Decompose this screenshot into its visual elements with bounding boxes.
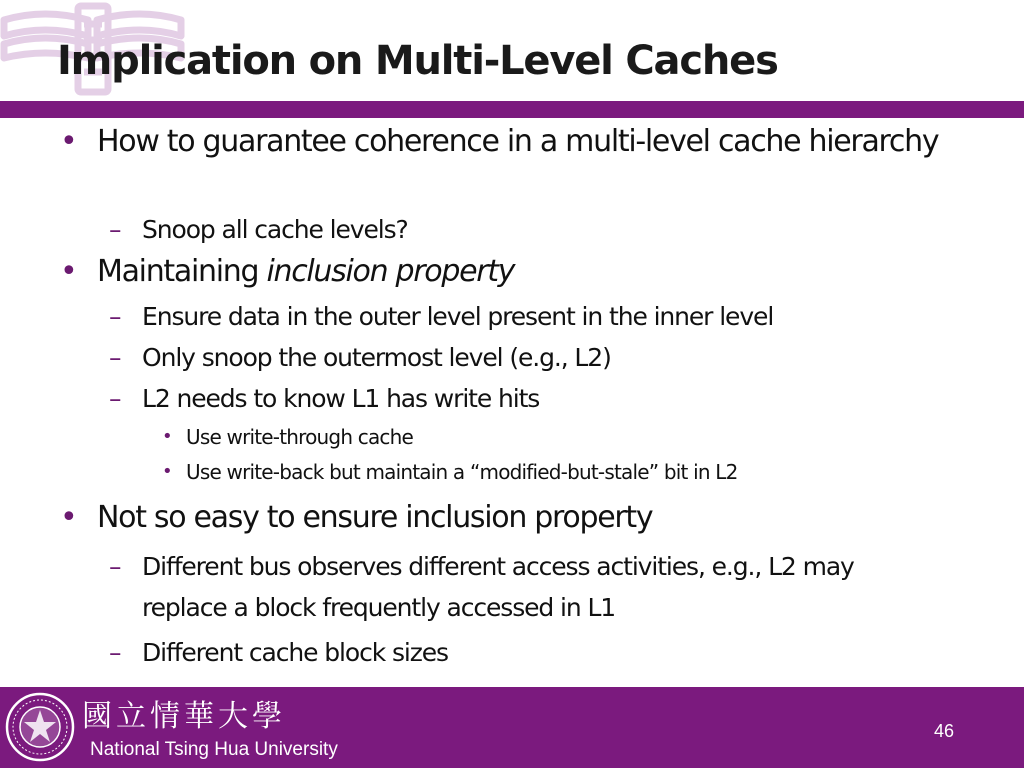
university-name-chinese: 國立情華大學: [82, 699, 286, 734]
bullet-text: How to guarantee coherence in a multi-level cache hierarchy: [97, 124, 939, 159]
sub-sub-bullet-text: Use write-through cache: [186, 425, 413, 449]
sub-bullet-ensure-data: [109, 296, 992, 337]
dash-marker: –: [109, 638, 121, 667]
university-name-english: National Tsing Hua University: [90, 739, 338, 760]
small-bullet-marker: •: [162, 461, 172, 482]
page-number: 46: [934, 721, 955, 741]
bullet-inclusion: [60, 251, 977, 293]
sub-bullet-text: L2 needs to know L1 has write hits: [142, 384, 540, 413]
sub-sub-bullet-write-through: [162, 424, 986, 450]
bullet-not-so-easy: [60, 497, 977, 539]
slide-title: Implication on Multi-Level Caches: [57, 38, 778, 84]
sub-bullet-text: Only snoop the outermost level (e.g., L2): [142, 343, 611, 372]
dash-marker: –: [109, 384, 121, 413]
bullet-text-emphasis: inclusion property: [266, 254, 515, 289]
sub-bullet-text: Ensure data in the outer level present in the inner level: [142, 302, 774, 331]
bullet-marker: •: [60, 124, 77, 159]
dash-marker: –: [109, 302, 121, 331]
dash-marker: –: [109, 215, 121, 244]
sub-bullet-different-bus: [109, 546, 942, 628]
bullet-text: Not so easy to ensure inclusion property: [97, 500, 653, 535]
sub-bullet-snoop-outermost: [109, 337, 992, 378]
bullet-marker: •: [60, 254, 77, 289]
nthu-seal-icon: [4, 691, 76, 763]
sub-bullet-text: Different bus observes different access activities, e.g., L2 may replace a block frequently accessed in L1: [142, 552, 854, 622]
sub-bullet-text: Snoop all cache levels?: [142, 215, 408, 244]
sub-bullet-block-sizes: [109, 632, 992, 673]
bullet-text: Maintaining: [97, 254, 267, 289]
footer-bar: [0, 687, 1024, 768]
title-rule: [0, 101, 1024, 118]
small-bullet-marker: •: [162, 426, 172, 447]
sub-sub-bullet-write-back: [162, 459, 986, 485]
dash-marker: –: [109, 343, 121, 372]
bullet-coherence: [60, 121, 977, 163]
sub-bullet-snoop-all: [109, 209, 992, 250]
sub-bullet-text: Different cache block sizes: [142, 638, 448, 667]
sub-bullet-write-hits: [109, 378, 992, 419]
bullet-marker: •: [60, 500, 77, 535]
dash-marker: –: [109, 552, 121, 581]
sub-sub-bullet-text: Use write-back but maintain a “modified-but-stale” bit in L2: [186, 460, 738, 484]
